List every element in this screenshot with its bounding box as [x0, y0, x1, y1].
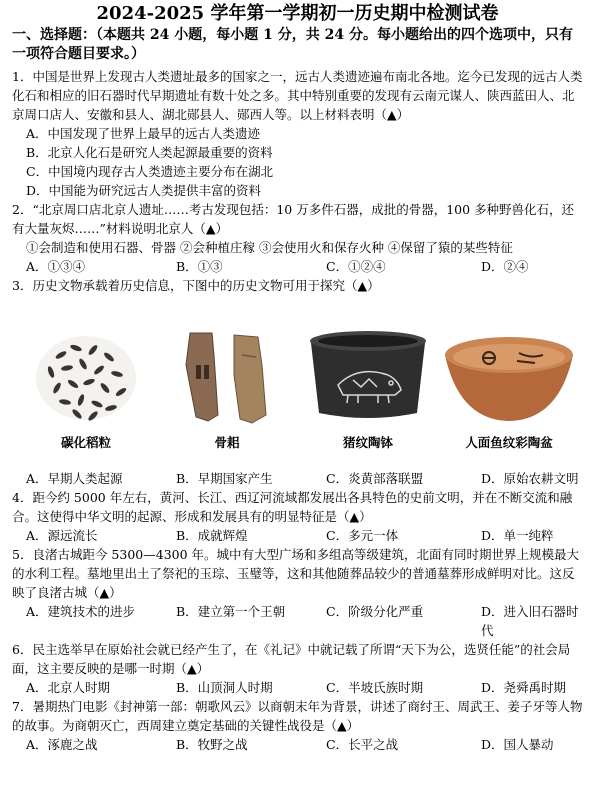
question-1-option-c: C．中国境内现存古人类遗迹主要分布在湖北: [26, 164, 274, 179]
question-2-options: [12, 257, 583, 276]
bone-spade-image: [172, 325, 282, 425]
artifact-pig-pottery-bowl: [298, 325, 438, 451]
question-2-choices: ①会制造和使用石器、骨器 ②会种植庄稼 ③会使用火和保存火种 ④保留了猿的某些特征: [26, 240, 513, 255]
question-5-stem: 5．良渚古城距今 5300—4300 年。城中有大型广场和多组高等级建筑，北面有同时期世界上规模最大的水利工程。墓地里出土了祭祀的玉琮、玉璧等，这和其他随葬品较少的普通墓葬形成鲜明对比。这反映了良渚古城（▲）: [12, 547, 580, 600]
question-7-option-a: A．涿鹿之战: [26, 737, 98, 752]
question-3-stem: 3．历史文物承载着历史信息，下图中的历史文物可用于探究（▲）: [12, 278, 380, 293]
question-6-option-a: A．北京人时期: [26, 680, 111, 695]
question-4-option-c: C．多元一体: [326, 528, 399, 543]
caption-rice-grains: 碳化稻粒: [60, 435, 111, 450]
question-3-option-c: C．炎黄部落联盟: [326, 471, 424, 486]
question-2-stem: 2．“北京周口店北京人遗址……考古发现包括：10 万多件石器，成批的骨器，100 多种野兽化石，还有大量灰烬……”材料说明北京人（▲）: [12, 202, 575, 236]
question-6-options: [12, 678, 583, 697]
question-5-option-d: D．进入旧石器时代: [481, 604, 579, 638]
question-3-option-a: A．早期人类起源: [26, 471, 123, 486]
question-6-option-c: C．半坡氏族时期: [326, 680, 424, 695]
question-6-option-d: D．尧舜禹时期: [481, 680, 567, 695]
artifact-bone-spade: [157, 325, 297, 451]
question-5-option-a: A．建筑技术的进步: [26, 604, 136, 619]
caption-bone-spade: 骨耜: [214, 435, 240, 450]
fish-face-basin-image: [439, 325, 579, 425]
artifact-images: [12, 301, 583, 451]
question-1-option-a: A．中国发现了世界上最早的远古人类遗迹: [26, 126, 261, 141]
pig-pottery-bowl-image: [303, 325, 433, 425]
question-4-options: [12, 526, 583, 545]
question-4-option-d: D．单一纯粹: [481, 528, 554, 543]
rice-grains-image: [31, 330, 141, 425]
question-3-option-b: B．早期国家产生: [176, 471, 273, 486]
question-7-option-c: C．长平之战: [326, 737, 399, 752]
question-3-options: [12, 469, 583, 488]
artifact-rice-grains: [16, 330, 156, 451]
question-4-option-a: A．源远流长: [26, 528, 98, 543]
question-7-option-d: D．国人暴动: [481, 737, 554, 752]
question-2-option-b: B．①③: [176, 259, 223, 274]
page-title: 2024-2025 学年第一学期初一历史期中检测试卷: [96, 3, 499, 24]
section-heading: 一、选择题：（本题共 24 小题，每小题 1 分，共 24 分。每小题给出的四个选项中，只有一项符合题目要求。）: [12, 27, 573, 62]
question-5-options: [12, 602, 583, 640]
question-2-option-a: A．①③④: [26, 259, 86, 274]
artifact-fish-face-basin: [439, 325, 579, 451]
question-1-stem: 1．中国是世界上发现古人类遗址最多的国家之一，远古人类遗迹遍布南北各地。迄今已发现的远古人类化石和相应的旧石器时代早期遗址有数十处之多。其中特别重要的发现有云南元谋人、陕西蓝田人、北京周口店人、安徽和县人、湖北郧县人、郧西人等。以上材料表明（▲）: [12, 69, 583, 122]
question-2-option-d: D．②④: [481, 259, 529, 274]
question-7-stem: 7．暑期热门电影《封神第一部：朝歌风云》以商朝末年为背景，讲述了商纣王、周武王、姜子牙等人物的故事。为商朝灭亡，西周建立奠定基础的关键性战役是（▲）: [12, 699, 583, 733]
question-6-option-b: B．山顶洞人时期: [176, 680, 273, 695]
question-6-stem: 6．民主选举早在原始社会就已经产生了，在《礼记》中就记载了所谓“天下为公，选贤任能”的社会局面，这主要反映的是哪一时期（▲）: [12, 642, 571, 676]
question-4-option-b: B．成就辉煌: [176, 528, 248, 543]
question-1-option-d: D．中国能为研究远古人类提供丰富的资料: [26, 183, 262, 198]
caption-pig-pottery-bowl: 猪纹陶钵: [342, 435, 393, 450]
question-7-options: [12, 735, 583, 754]
question-5-option-c: C．阶级分化严重: [326, 604, 424, 619]
question-7-option-b: B．牧野之战: [176, 737, 248, 752]
question-3-option-d: D．原始农耕文明: [481, 471, 579, 486]
question-1-option-b: B．北京人化石是研究人类起源最重要的资料: [26, 145, 273, 160]
caption-fish-face-basin: 人面鱼纹彩陶盆: [465, 435, 553, 450]
question-2-option-c: C．①②④: [326, 259, 386, 274]
question-4-stem: 4．距今约 5000 年左右，黄河、长江、西辽河流域都发展出各具特色的史前文明，并在不断交流和融合。这使得中华文明的起源、形成和发展具有的明显特征是（▲）: [12, 490, 573, 524]
question-5-option-b: B．建立第一个王朝: [176, 604, 286, 619]
